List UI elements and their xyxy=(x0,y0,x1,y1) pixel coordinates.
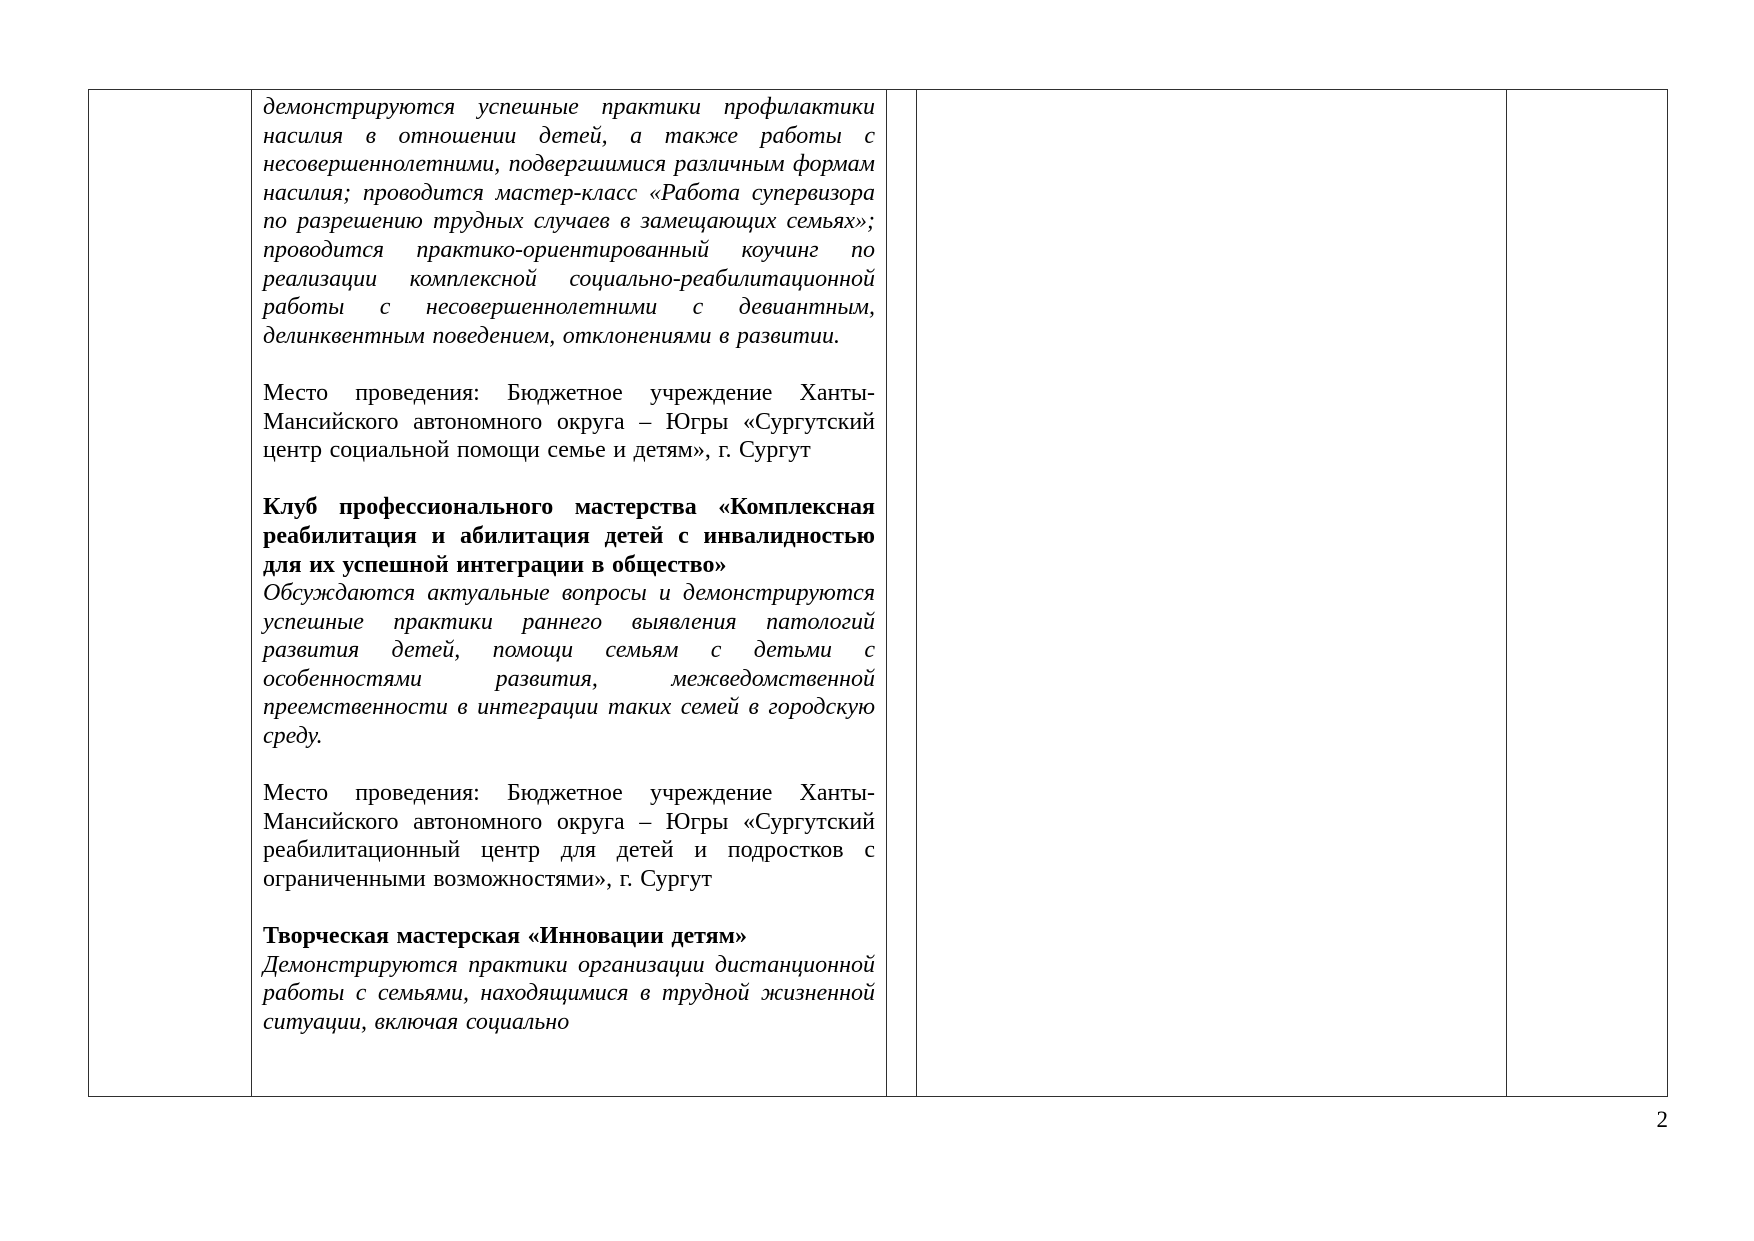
paragraph: Демонстрируются практики организации дистанционной работы с семьями, находящимися в трудной жизненной ситуации, включая социально xyxy=(263,951,875,1035)
page-number: 2 xyxy=(1656,1107,1668,1132)
paragraph: Клуб профессионального мастерства «Комплексная реабилитация и абилитация детей с инвалидностью для их успешной интеграции в общество» xyxy=(263,494,875,578)
schedule-table xyxy=(88,89,1668,1097)
table-cell-left-spacer xyxy=(89,90,252,1096)
table-cell-event-description xyxy=(252,90,887,1096)
paragraph: Место проведения: Бюджетное учреждение Ханты-Мансийского автономного округа – Югры «Сургутский центр социальной помощи семье и детям», г. Сургут xyxy=(263,379,875,464)
table-cell-narrow-spacer xyxy=(887,90,917,1096)
paragraph: Обсуждаются актуальные вопросы и демонстрируются успешные практики раннего выявления патологий развития детей, помощи семьям с детьми с особенностями развития, межведомственной преемственности в интеграции таких семей в городскую среду. xyxy=(263,580,875,750)
paragraph: демонстрируются успешные практики профилактики насилия в отношении детей, а также работы с несовершеннолетними, подвергшимися различным формам насилия; проводится мастер-класс «Работа супервизора по разрешению трудных случаев в замещающих семьях»; проводится практико-ориентированный коучинг по реализации комплексной социально-реабилитационной работы с несовершеннолетними с девиантным, делинквентным поведением, отклонениями в развитии. xyxy=(263,94,875,349)
table-cell-notes xyxy=(917,90,1507,1096)
paragraph: Творческая мастерская «Инновации детям» xyxy=(263,923,747,950)
paragraph: Место проведения: Бюджетное учреждение Ханты-Мансийского автономного округа – Югры «Сургутский реабилитационный центр для детей и подростков с ограниченными возможностями», г. Сургут xyxy=(263,780,875,893)
table-cell-right-spacer xyxy=(1507,90,1669,1096)
